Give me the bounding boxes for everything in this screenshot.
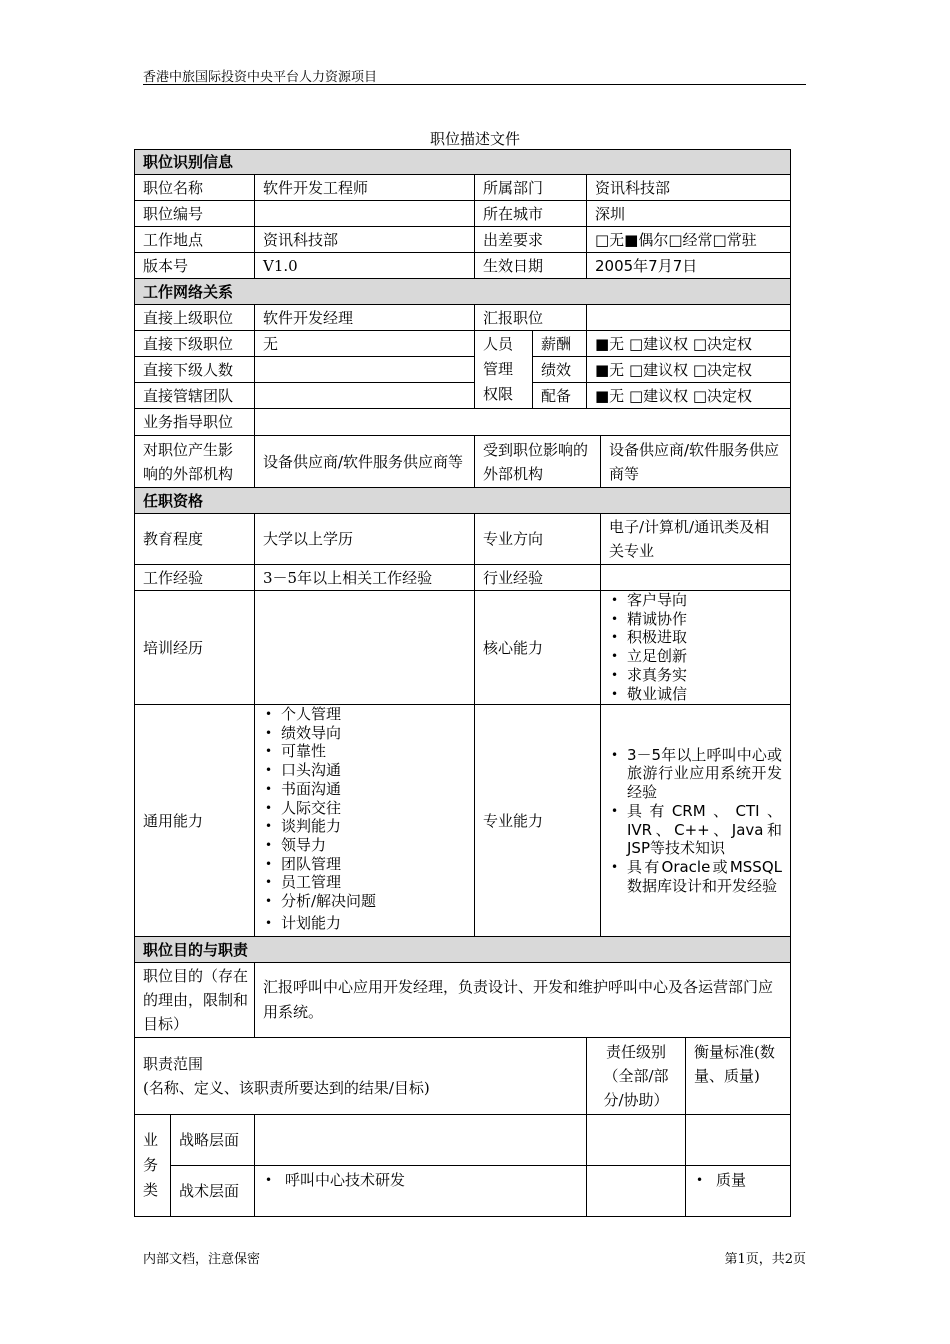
value-staffing-authority: ■无 □建议权 □决定权 — [586, 382, 791, 409]
list-item: • 客户导向 — [607, 591, 687, 610]
label-major: 专业方向 — [474, 513, 601, 565]
section-identity: 职位识别信息 — [134, 149, 791, 175]
label-position-code: 职位编号 — [134, 200, 255, 227]
general-competency-cell — [254, 704, 475, 937]
value-subordinate: 无 — [254, 330, 475, 357]
list-item: • 书面沟通 — [261, 780, 376, 799]
value-department: 资讯科技部 — [586, 174, 791, 201]
list-item: • 员工管理 — [261, 873, 376, 892]
footer-page-number: 第1页，共2页 — [724, 1252, 806, 1267]
label-external-affected: 受到职位影响的外部机构 — [474, 435, 601, 488]
label-work-location: 工作地点 — [134, 226, 255, 253]
value-major: 电子/计算机/通讯类及相关专业 — [600, 513, 791, 565]
label-travel: 出差要求 — [474, 226, 587, 253]
list-item: • 可靠性 — [261, 742, 376, 761]
value-subordinate-count — [254, 356, 475, 383]
core-competency-list — [607, 591, 687, 703]
value-strategic-level — [254, 1114, 587, 1166]
label-tactical-level: 战术层面 — [170, 1165, 255, 1217]
list-item: • 领导力 — [261, 836, 376, 855]
label-external-impact: 对职位产生影响的外部机构 — [134, 435, 255, 488]
label-city: 所在城市 — [474, 200, 587, 227]
label-duty-scope-sub: (名称、定义、该职责所要达到的结果/目标) — [143, 1079, 430, 1097]
strategic-level-responsibility — [586, 1114, 686, 1166]
list-item: • 人际交往 — [261, 799, 376, 818]
document-title: 职位描述文件 — [429, 130, 520, 148]
list-item: • 具有Oracle或MSSQL数据库设计和开发经验 — [607, 858, 782, 895]
label-duty-scope: 职责范围 — [143, 1055, 204, 1073]
list-item: • 积极进取 — [607, 628, 687, 647]
list-item: • 质量 — [692, 1168, 746, 1192]
header-divider — [143, 84, 806, 85]
label-effective-date: 生效日期 — [474, 252, 587, 279]
duty-scope-header — [134, 1037, 587, 1115]
label-business-category: 业务类 — [134, 1114, 171, 1217]
value-industry-experience — [600, 564, 791, 591]
value-effective-date: 2005年7月7日 — [586, 252, 791, 279]
value-external-impact: 设备供应商/软件服务供应商等 — [254, 435, 475, 488]
section-qualification: 任职资格 — [134, 487, 791, 514]
value-training — [254, 590, 475, 705]
value-salary-authority: ■无 □建议权 □决定权 — [586, 330, 791, 357]
label-industry-experience: 行业经验 — [474, 564, 601, 591]
label-version: 版本号 — [134, 252, 255, 279]
list-item: • 立足创新 — [607, 647, 687, 666]
professional-competency-list — [607, 746, 782, 896]
list-item: • 具有CRM、CTI、IVR、C++、Java和JSP等技术知识 — [607, 802, 782, 858]
value-managed-team — [254, 382, 475, 409]
list-item: • 3－5年以上呼叫中心或旅游行业应用系统开发经验 — [607, 746, 782, 802]
label-responsibility-level: 责任级别（全部/部分/协助） — [586, 1037, 686, 1115]
label-managed-team: 直接管辖团队 — [134, 382, 255, 409]
value-report-position — [586, 304, 791, 331]
tactical-measure-list — [692, 1168, 746, 1192]
list-item: • 计划能力 — [261, 914, 376, 933]
label-training: 培训经历 — [134, 590, 255, 705]
value-version: V1.0 — [254, 252, 475, 279]
tactical-level-responsibility — [586, 1165, 686, 1217]
label-work-experience: 工作经验 — [134, 564, 255, 591]
label-measure-standard: 衡量标准(数量、质量) — [685, 1037, 791, 1115]
tactical-duty-list — [261, 1168, 405, 1192]
strategic-level-measure — [685, 1114, 791, 1166]
label-report-position: 汇报职位 — [474, 304, 587, 331]
value-performance-authority: ■无 □建议权 □决定权 — [586, 356, 791, 383]
list-item: • 分析/解决问题 — [261, 892, 376, 911]
label-position-purpose: 职位目的（存在的理由，限制和目标） — [134, 962, 255, 1038]
label-performance: 绩效 — [532, 356, 587, 383]
label-salary: 薪酬 — [532, 330, 587, 357]
value-superior: 软件开发经理 — [254, 304, 475, 331]
label-department: 所属部门 — [474, 174, 587, 201]
label-professional-competency: 专业能力 — [474, 704, 601, 937]
tactical-level-measure — [685, 1165, 791, 1217]
label-superior: 直接上级职位 — [134, 304, 255, 331]
value-city: 深圳 — [586, 200, 791, 227]
label-strategic-level: 战略层面 — [170, 1114, 255, 1166]
tactical-level-duties — [254, 1165, 587, 1217]
value-position-name: 软件开发工程师 — [254, 174, 475, 201]
list-item: • 个人管理 — [261, 705, 376, 724]
value-position-code — [254, 200, 475, 227]
label-staffing: 配备 — [532, 382, 587, 409]
list-item: • 团队管理 — [261, 855, 376, 874]
core-competency-cell — [600, 590, 791, 705]
value-travel: □无■偶尔□经常□常驻 — [586, 226, 791, 253]
value-business-guidance — [254, 408, 791, 436]
footer-confidential: 内部文档，注意保密 — [143, 1252, 261, 1267]
list-item: • 呼叫中心技术研发 — [261, 1168, 405, 1192]
value-education: 大学以上学历 — [254, 513, 475, 565]
label-general-competency: 通用能力 — [134, 704, 255, 937]
value-work-experience: 3－5年以上相关工作经验 — [254, 564, 475, 591]
list-item: • 口头沟通 — [261, 761, 376, 780]
list-item: • 绩效导向 — [261, 724, 376, 743]
label-position-name: 职位名称 — [134, 174, 255, 201]
value-position-purpose: 汇报呼叫中心应用开发经理，负责设计、开发和维护呼叫中心及各运营部门应用系统。 — [254, 962, 791, 1038]
professional-competency-cell — [600, 704, 791, 937]
value-external-affected: 设备供应商/软件服务供应商等 — [600, 435, 791, 488]
list-item: • 求真务实 — [607, 666, 687, 685]
label-core-competency: 核心能力 — [474, 590, 601, 705]
list-item: • 敬业诚信 — [607, 685, 687, 704]
general-competency-list — [261, 705, 376, 932]
label-personnel-authority: 人员管理权限 — [474, 330, 533, 409]
list-item: • 精诚协作 — [607, 610, 687, 629]
list-item: • 谈判能力 — [261, 817, 376, 836]
section-network: 工作网络关系 — [134, 278, 791, 305]
label-subordinate: 直接下级职位 — [134, 330, 255, 357]
header-company: 香港中旅国际投资中央平台人力资源项目 — [143, 70, 378, 85]
label-education: 教育程度 — [134, 513, 255, 565]
value-work-location: 资讯科技部 — [254, 226, 475, 253]
label-subordinate-count: 直接下级人数 — [134, 356, 255, 383]
section-duty: 职位目的与职责 — [134, 936, 791, 963]
label-business-guidance: 业务指导职位 — [134, 408, 255, 436]
